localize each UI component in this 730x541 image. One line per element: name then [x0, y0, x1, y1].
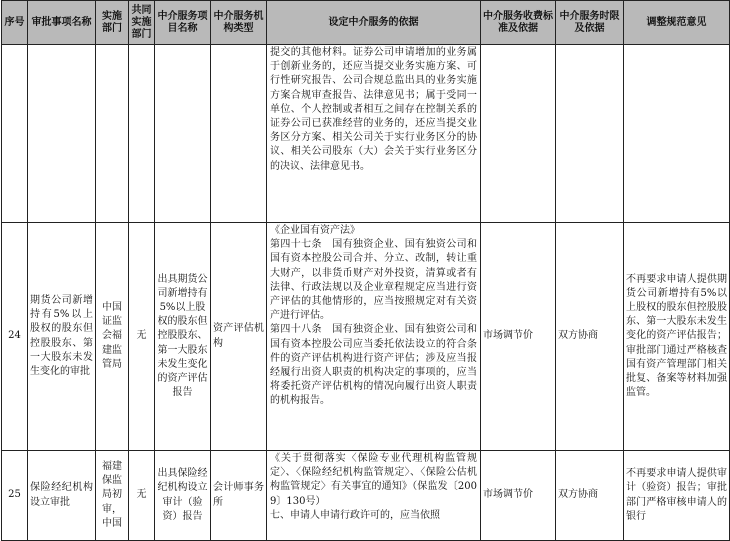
fee-standard: 市场调节价 — [481, 223, 556, 451]
adjust-opinion: 不再要求申请人提供审计（验资）报告；审批部门严格审核申请人的银行 — [624, 451, 730, 541]
basis-paragraph: 《企业国有资产法》 — [270, 225, 360, 236]
intermediary-service-table — [1, 0, 730, 541]
dept: 中国证监会福建监管局 — [96, 223, 129, 451]
item-name: 期货公司新增持有5%以上股权的股东但控股股东、第一大股东未发生变化的审批 — [28, 223, 96, 451]
item-name: 保险经纪机构设立审批 — [28, 451, 96, 541]
header-time: 中介服务时限及依据 — [556, 1, 624, 45]
table-row — [2, 45, 730, 223]
org-type: 资产评估机构 — [211, 223, 267, 451]
row-no: 25 — [2, 451, 28, 541]
basis-cell — [267, 451, 481, 541]
org-type: 会计师事务所 — [211, 451, 267, 541]
table-row — [2, 223, 730, 451]
table-row — [2, 451, 730, 541]
header-opinion: 调整规范意见 — [624, 1, 730, 45]
header-fee: 中介服务收费标准及依据 — [481, 1, 556, 45]
fee-standard: 市场调节价 — [481, 451, 556, 541]
dept: 福建保监局初审，中国 — [96, 451, 129, 541]
basis-paragraph: 七、申请人申请行政许可的，应当依照 — [270, 509, 440, 521]
co-dept: 无 — [129, 223, 155, 451]
basis-cell — [267, 223, 481, 451]
basis-paragraph: 第四十八条 国有独资企业、国有独资公司和国有资本控股公司应当委托依法设立的符合条件的资产评估机构进行资产评估；涉及应当报经履行出资人职责的机构决定的事项的，应当将委托资产评估机构的情况向履行出资人职责的机构报告。 — [270, 324, 477, 407]
basis-cell — [267, 45, 481, 223]
time-limit: 双方协商 — [556, 451, 624, 541]
basis-paragraph: 《关于贯彻落实〈保险专业代理机构监管规定〉、〈保险经纪机构监管规定〉、〈保险公估机构监管规定〉有关事宜的通知》（保监发〔2009〕130号） — [270, 453, 477, 507]
header-basis: 设定中介服务的依据 — [267, 1, 481, 45]
service-name: 出具保险经纪机构设立审计（验资）报告 — [155, 451, 211, 541]
header-dept: 实施部门 — [96, 1, 129, 45]
service-name: 出具期货公司新增持有5%以上股权的股东但控股股东、第一大股东未发生变化的资产评估报告 — [155, 223, 211, 451]
adjust-opinion: 不再要求申请人提供期货公司新增持有5%以上股权的股东但控股股东、第一大股东未发生变化的资产评估报告；审批部门通过严格核查国有资产管理部门相关批复、备案等材料加强监管。 — [624, 223, 730, 451]
header-no: 序号 — [2, 1, 28, 45]
header-item-name: 审批事项名称 — [28, 1, 96, 45]
co-dept: 无 — [129, 451, 155, 541]
row-no: 24 — [2, 223, 28, 451]
basis-paragraph: 提交的其他材料。证券公司申请增加的业务属于创新业务的，还应当提交业务实施方案、可行性研究报告、公司合规总监出具的业务实施方案合规审查报告、法律意见书；属于受同一单位、个人控制或者相互之间存在控制关系的证券公司已获准经营的业务的，还应当提交业务区分方案、相关公司关于实行业务区分的协议、相关公司股东（大）会关于实行业务区分的决议、法律意见书。 — [270, 47, 477, 172]
header-row — [2, 1, 730, 45]
header-service-name: 中介服务项目名称 — [155, 1, 211, 45]
basis-paragraph: 第四十七条 国有独资企业、国有独资公司和国有资本控股公司合并、分立、改制，转让重大财产，以非货币财产对外投资，清算或者有法律、行政法规以及企业章程规定应当进行资产评估的其他情形的，应当按照规定对有关资产进行评估。 — [270, 239, 477, 322]
header-org-type: 中介服务机构类型 — [211, 1, 267, 45]
time-limit: 双方协商 — [556, 223, 624, 451]
header-co-dept: 共同实施部门 — [129, 1, 155, 45]
